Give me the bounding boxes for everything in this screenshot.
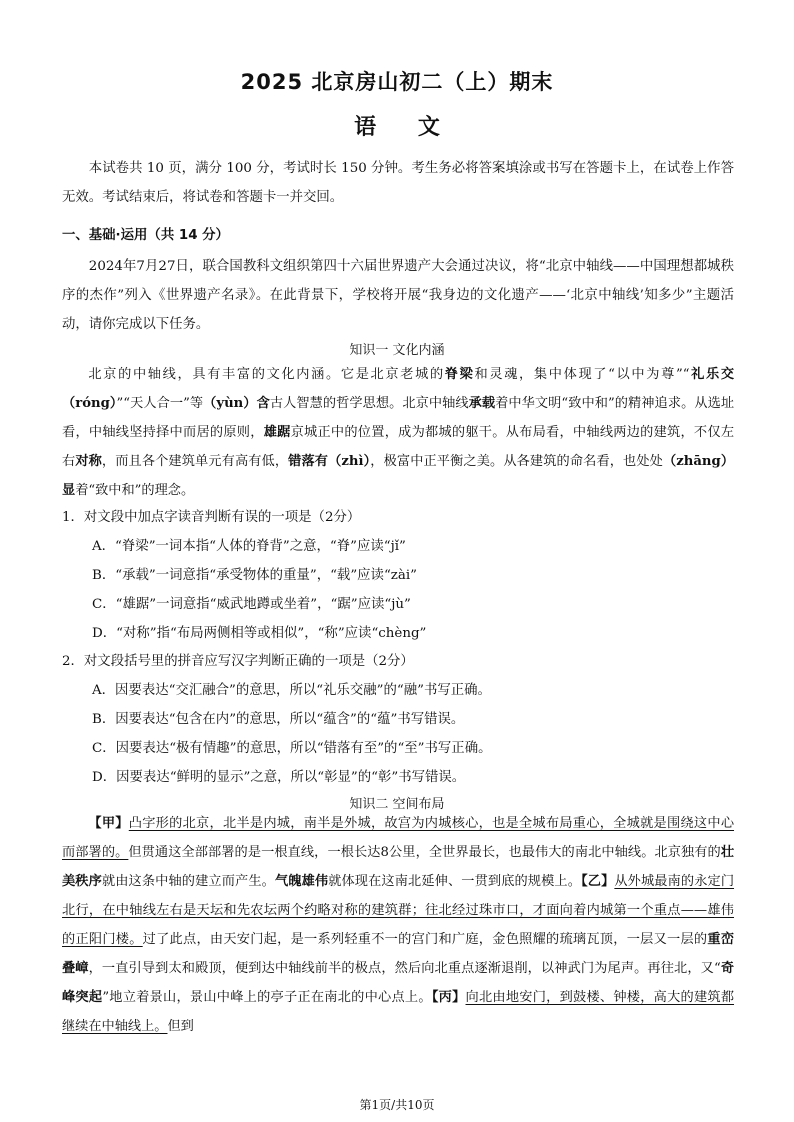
marker-jia: 【甲】 — [88, 816, 129, 831]
question-2-option-b: B．因要表达“包含在内”的意思，所以“蕴含”的“蕴”书写错误。 — [92, 712, 465, 727]
underlined-sentence: 凸字形的北京，北半是内城，南半是外城，故宫为内城核心，也是全城布局重心，全城就是围绕这中心而部署的。 — [62, 816, 735, 860]
exam-instructions: 本试卷共 10 页，满分 100 分，考试时长 150 分钟。考生务必将答案填涂或书写在答题卡上，在试卷上作答无效。考试结束后，将试卷和答题卡一并交回。 — [62, 161, 734, 205]
question-2-option-d: D．因要表达“鲜明的显示”之意，所以“彰显”的“彰”书写错误。 — [92, 770, 466, 785]
passage-text: 就体现在这南北延伸、一贯到底的规模上。 — [328, 874, 582, 889]
exam-title: 2025 北京房山初二（上）期末 — [240, 70, 554, 94]
question-1-option-d: D．“对称”指“布局两侧相等或相似”，“称”应读“chèng” — [92, 626, 427, 641]
part2-passage — [62, 809, 734, 1041]
section-heading: 一、基础·运用（共 14 分） — [62, 228, 229, 243]
passage-text: ”地立着景山，景山中峰上的亭子正在南北的中心点上。 — [102, 990, 432, 1005]
marker-yi: 【乙】 — [581, 874, 615, 889]
passage-text: 但贯通这全部部署的是一根直线，一根长达8公里，全世界最长，也最伟大的南北中轴线。北京独有的 — [128, 845, 721, 860]
dotted-word: 壮美秩序 — [62, 845, 735, 889]
passage-text: ，极富中正平衡之美。从各建筑的命名看，也处处 — [370, 454, 663, 469]
passage-text: 但到 — [167, 1019, 194, 1034]
pinyin-blank: 错落有（zhì） — [288, 454, 371, 469]
pinyin-blank: （yùn）含 — [203, 396, 270, 411]
underlined-sentence: 向北由地安门，到鼓楼、钟楼，高大的建筑都继续在中轴线上。 — [62, 990, 735, 1034]
dotted-word: 对称 — [75, 454, 102, 469]
passage-text: 就由这条中轴的建立而产生。 — [101, 874, 275, 889]
pinyin-blank: （zhāng）显 — [62, 454, 735, 498]
dotted-word: 气魄雄伟 — [274, 874, 329, 889]
passage-text: 和灵魂，集中体现了“以中为尊”“ — [474, 367, 690, 382]
question-2-option-a: A．因要表达“交汇融合”的意思，所以“礼乐交融”的“融”书写正确。 — [92, 683, 491, 698]
pinyin-blank: 礼乐交（róng） — [62, 367, 735, 411]
passage-text: ，一直引导到太和殿顶，便到达中轴线前半的极点，然后向北重点逐渐退削，以神武门为尾声。再往北，又“ — [88, 961, 721, 976]
dotted-word: 承载 — [468, 396, 496, 411]
passage-text: 京城正中的位置，成为都城的躯干。从布局看，中轴线两边的建筑，不仅左右 — [62, 425, 735, 469]
dotted-word: 重峦叠嶂 — [62, 932, 735, 976]
dotted-word: 奇峰突起 — [62, 961, 735, 1005]
passage-text: 古人智慧的哲学思想。北京中轴线 — [269, 396, 469, 411]
part1-heading: 知识一 文化内涵 — [349, 343, 445, 358]
question-2-option-c: C．因要表达“极有情趣”的意思，所以“错落有至”的“至”书写正确。 — [92, 741, 492, 756]
passage-text: 着“致中和”的理念。 — [75, 483, 195, 498]
question-1-option-b: B．“承载”一词意指“承受物体的重量”，“载”应读“zài” — [92, 568, 417, 583]
question-1-option-c: C．“雄踞”一词意指“威武地蹲或坐着”，“踞”应读“jù” — [92, 597, 411, 612]
question-2-stem: 2．对文段括号里的拼音应写汉字判断正确的一项是（2分） — [62, 654, 414, 669]
dotted-word: 雄踞 — [263, 425, 291, 440]
passage-text: 着中华文明“致中和”的精神追求。从选址看，中轴线坚持择中而居的原则， — [62, 396, 735, 440]
passage-text: 过了此点，由天安门起，是一系列轻重不一的宫门和广庭，金色照耀的琉璃瓦顶，一层又一层的 — [142, 932, 708, 947]
subject-title: 语 文 — [354, 115, 440, 140]
question-1-option-a: A．“脊梁”一词本指“人体的脊背”之意，“脊”应读“jǐ” — [92, 539, 406, 554]
passage-text: ”“天人合一”等 — [116, 396, 204, 411]
page-number: 第1页/共10页 — [359, 1098, 435, 1112]
part2-heading: 知识二 空间布局 — [349, 797, 445, 812]
underlined-sentence: 从外城最南的永定门北行，在中轴线左右是天坛和先农坛两个约略对称的建筑群；往北经过珠市口，才面向着内城第一个重点——雄伟的正阳门楼。 — [62, 874, 735, 947]
section-intro: 2024年7月27日，联合国教科文组织第四十六届世界遗产大会通过决议，将“北京中轴线——中国理想都城秩序的杰作”列入《世界遗产名录》。在此背景下，学校将开展“我身边的文化遗产——‘北京中轴线’知多少”主题活动，请你完成以下任务。 — [62, 259, 734, 332]
question-1-stem: 1．对文段中加点字读音判断有误的一项是（2分） — [62, 510, 361, 525]
part1-passage — [62, 360, 734, 505]
passage-text: 北京的中轴线，具有丰富的文化内涵。它是北京老城的 — [88, 367, 445, 382]
marker-bing: 【丙】 — [431, 990, 466, 1005]
dotted-word: 脊梁 — [444, 367, 475, 382]
passage-text: ，而且各个建筑单元有高有低， — [101, 454, 289, 469]
